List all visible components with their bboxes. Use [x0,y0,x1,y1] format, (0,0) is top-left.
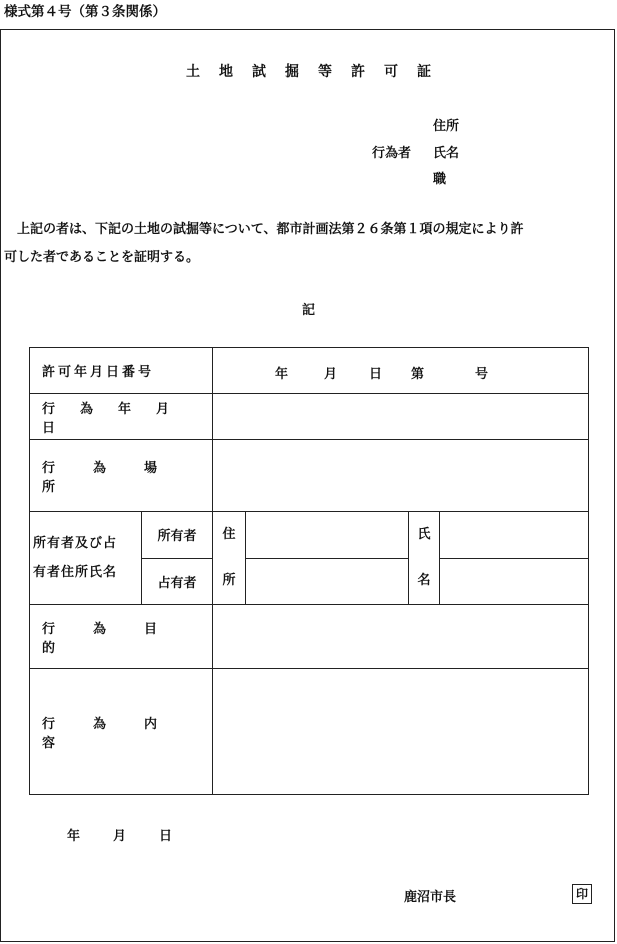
issuer-mayor: 鹿沼市長 [404,890,457,905]
table-row [30,605,589,669]
address-label [213,512,245,604]
permit-details-table [29,347,589,795]
owner-occupant-label [30,529,141,587]
actor-address-label: 住所 [433,119,460,134]
certification-line-2: 可した者であることを証明する。 [4,250,200,265]
act-content-label-cell [30,669,213,795]
ki-heading: 記 [301,303,315,318]
owner-label: 所有者 [157,529,197,545]
permit-date-number-label: 許可年月日番号 [42,365,155,380]
occupant-address-value-cell [246,558,409,605]
act-purpose-value-cell [213,605,589,669]
table-row [30,394,589,440]
act-content-value-cell [213,669,589,795]
name-label-char-2: 名 [417,573,431,588]
permit-year-unit: 年 [275,366,289,382]
act-purpose-label-cell [30,605,213,669]
seal-mark: 印 [572,884,592,904]
owner-occupant-label-line-1: 所有者及び占 [33,536,118,551]
permit-day-unit: 日 [369,366,383,382]
act-purpose-label: 行為目的 [42,621,196,656]
occupant-label-cell [142,558,213,605]
issue-year-unit: 年 [67,829,81,844]
owner-label-cell [142,512,213,559]
address-label-cell [213,512,246,605]
form-number-label: 様式第４号（第３条関係） [4,4,166,20]
act-date-value-cell [213,394,589,440]
table-row [30,440,589,512]
permit-number-suffix: 号 [475,366,489,382]
act-place-label-cell [30,440,213,512]
actor-job-label: 職 [433,172,447,187]
name-label-cell [409,512,440,605]
issue-day-unit: 日 [159,829,173,844]
actor-role-label: 行為者 [372,146,412,161]
table-row [30,669,589,795]
name-label [409,512,439,604]
address-label-char-2: 所 [222,573,236,588]
table-row [30,512,589,559]
permit-date-number-value-cell [213,348,589,394]
owner-address-value-cell [246,512,409,559]
certification-text [4,216,615,272]
issue-month-unit: 月 [113,829,127,844]
act-date-label: 行為年月日 [42,401,195,436]
permit-date-number-label-cell [30,348,213,394]
owner-name-value-cell [440,512,589,559]
name-label-char-1: 氏 [417,527,431,542]
permit-month-unit: 月 [324,366,338,382]
occupant-name-value-cell [440,558,589,605]
table-row [30,348,589,394]
owner-occupant-label-cell [30,512,142,605]
act-place-value-cell [213,440,589,512]
occupant-label: 占有者 [157,575,197,591]
owner-occupant-label-line-2: 有者住所氏名 [33,565,118,580]
document-title: 土地試掘等許可証 [186,64,450,80]
act-place-label: 行為場所 [42,460,196,495]
actor-name-label: 氏名 [433,146,460,161]
permit-number-prefix: 第 [411,366,425,382]
act-date-label-cell [30,394,213,440]
certification-line-1: 上記の者は、下記の土地の試掘等について、都市計画法第２６条第１項の規定により許 [17,222,524,237]
address-label-char-1: 住 [222,527,236,542]
act-content-label: 行為内容 [42,716,196,751]
